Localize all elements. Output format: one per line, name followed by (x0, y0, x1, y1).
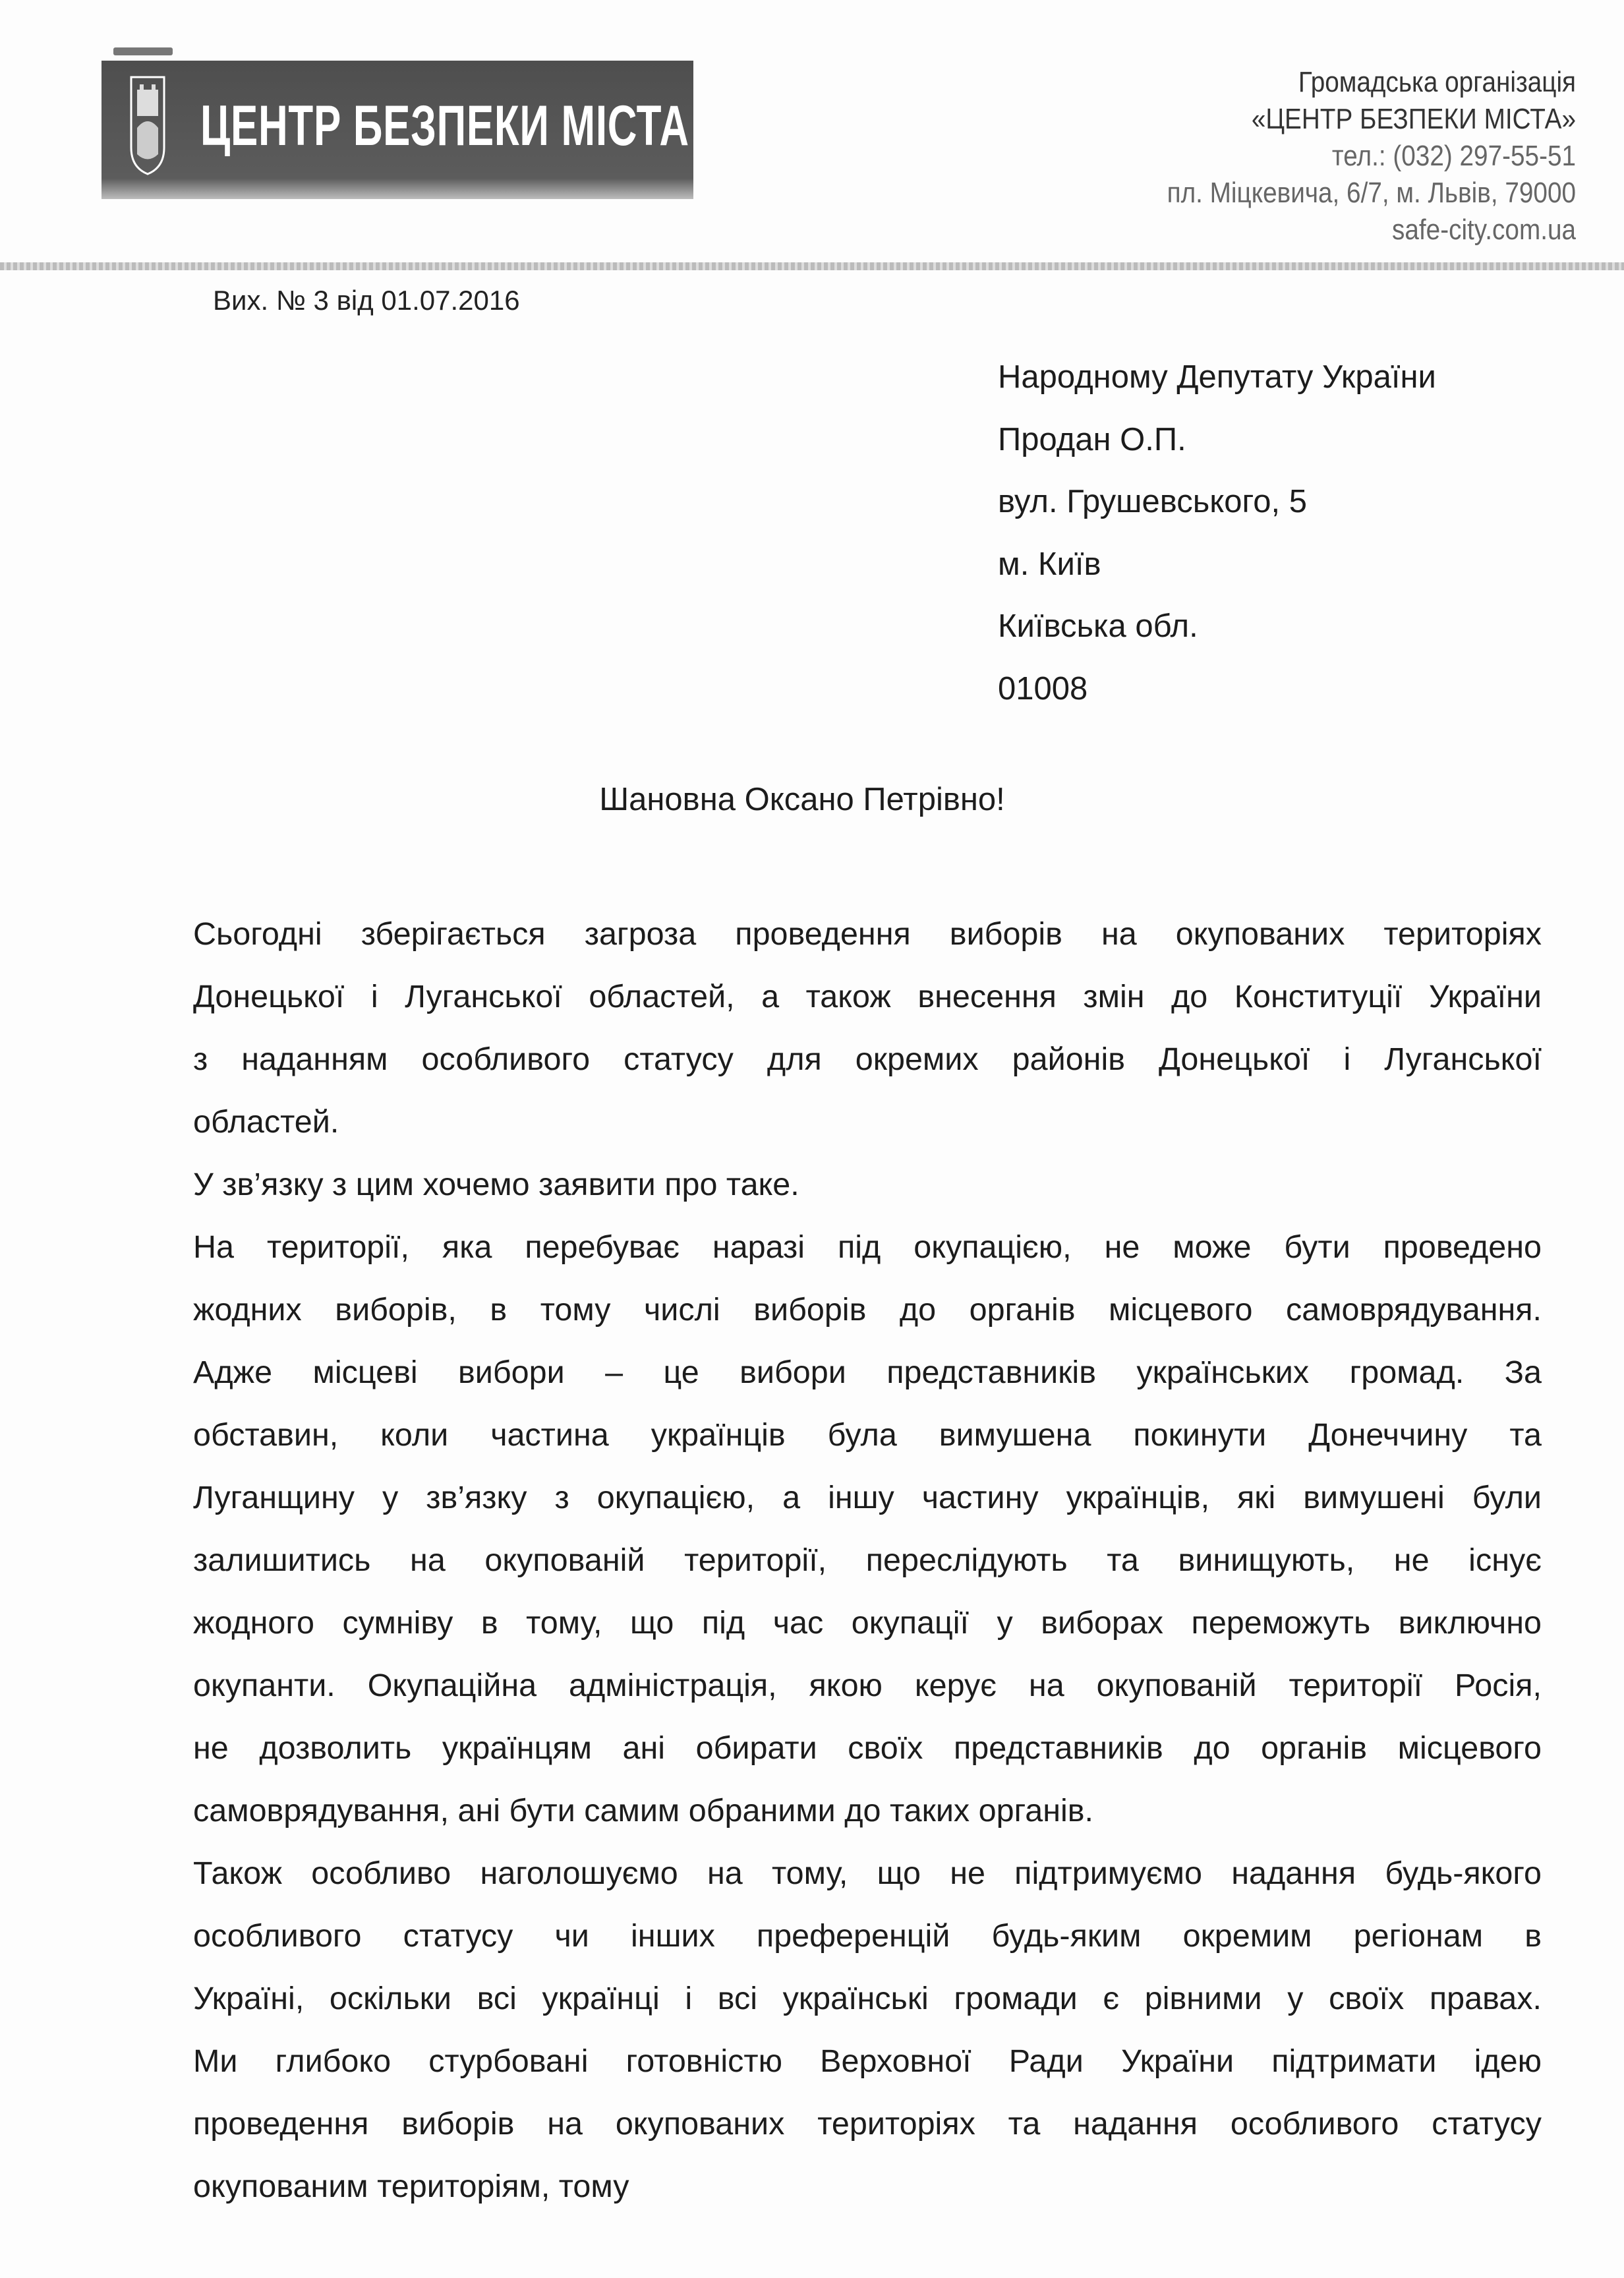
org-phone: тел.: (032) 297-55-51 (1331, 140, 1576, 172)
outgoing-number: Вих. № 3 від 01.07.2016 (213, 285, 520, 316)
text-line: не дозволить українцям ані обирати своїх представників до органів місцевого (193, 1730, 1542, 1766)
staple-mark (113, 47, 173, 55)
text-line: Україні, оскільки всі українці і всі українські громади є рівними у своїх правах. (193, 1981, 1542, 2016)
text-line: Також особливо наголошуємо на тому, що не підтримуємо надання будь-якого (193, 1855, 1542, 1891)
recipient-title: Народному Депутату України (998, 359, 1436, 395)
city-coat-of-arms-icon (129, 75, 166, 175)
org-address: пл. Міцкевича, 6/7, м. Львів, 79000 (1167, 177, 1576, 209)
text-line: областей. (193, 1104, 339, 1140)
salutation: Шановна Оксано Петрівно! (599, 782, 1005, 817)
text-line: Адже місцеві вибори – це вибори представників українських громад. За (193, 1355, 1542, 1390)
text-line: жодного сумніву в тому, що під час окупації у виборах переможуть виключно (193, 1605, 1542, 1641)
text-line: залишитись на окупованій території, переслідують та винищують, не існує (193, 1542, 1542, 1578)
text-line: Ми глибоко стурбовані готовністю Верховної Ради України підтримати ідею (193, 2043, 1542, 2079)
recipient-postcode: 01008 (998, 670, 1088, 707)
paragraph (193, 1842, 1542, 2030)
paragraph (193, 2030, 1542, 2218)
text-line: У зв’язку з цим хочемо заявити про таке. (193, 1167, 799, 1202)
logo (102, 61, 693, 199)
text-line: обставин, коли частина українців була вимушена покинути Донеччину та (193, 1417, 1542, 1453)
org-name: «ЦЕНТР БЕЗПЕКИ МІСТА» (1251, 103, 1576, 135)
recipient-region: Київська обл. (998, 608, 1198, 644)
text-line: На території, яка перебуває наразі під окупацією, не може бути проведено (193, 1229, 1542, 1265)
paragraph (193, 903, 1542, 1154)
recipient-block (998, 346, 1436, 720)
recipient-street: вул. Грушевського, 5 (998, 484, 1308, 519)
text-line: самоврядування, ані бути самим обраними до таких органів. (193, 1793, 1094, 1828)
logo-text: ЦЕНТР БЕЗПЕКИ МІСТА (200, 94, 689, 158)
text-line: окупованим територіям, тому (193, 2169, 629, 2204)
text-line: окупанти. Окупаційна адміністрація, якою керує на окупованій території Росія, (193, 1668, 1542, 1703)
text-line: Луганщину у зв’язку з окупацією, а іншу частину українців, які вимушені були (193, 1480, 1542, 1515)
text-line: особливого статусу чи інших преференцій будь-яким окремим регіонам в (193, 1918, 1542, 1954)
recipient-name: Продан О.П. (998, 421, 1186, 457)
header-divider (0, 262, 1624, 270)
text-line: Донецької і Луганської областей, а також внесення змін до Конституції України (193, 979, 1542, 1014)
text-line: жодних виборів, в тому числі виборів до органів місцевого самоврядування. (193, 1292, 1542, 1328)
org-website: safe-city.com.ua (1391, 214, 1576, 246)
paragraph (193, 1216, 1542, 1842)
paragraph (193, 1154, 1542, 1216)
org-type: Громадська організація (1298, 66, 1576, 98)
letter-body (193, 903, 1542, 2218)
organization-details (1167, 66, 1576, 250)
recipient-city: м. Київ (998, 546, 1101, 582)
text-line: з наданням особливого статусу для окремих районів Донецької і Луганської (193, 1041, 1542, 1077)
text-line: проведення виборів на окупованих територіях та надання особливого статусу (193, 2106, 1542, 2142)
text-line: Сьогодні зберігається загроза проведення виборів на окупованих територіях (193, 916, 1542, 952)
